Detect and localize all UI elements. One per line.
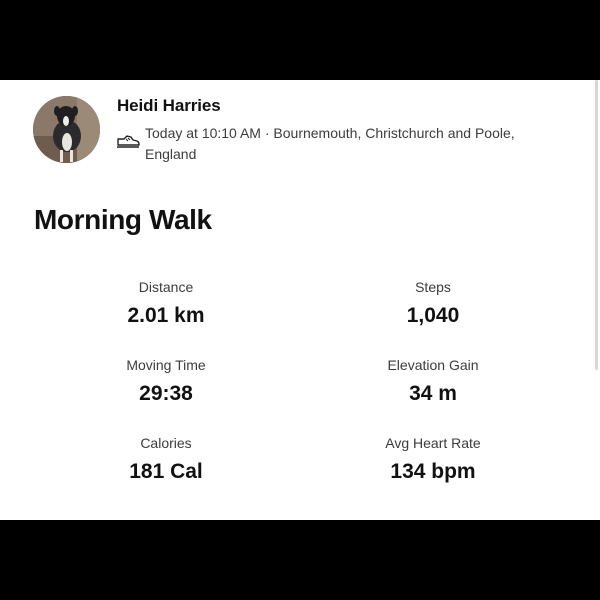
stat-label: Calories: [140, 435, 192, 451]
stat-label: Elevation Gain: [387, 357, 479, 373]
stat-calories: [66, 434, 266, 484]
scrollbar[interactable]: [595, 80, 598, 370]
activity-title[interactable]: Morning Walk: [34, 204, 212, 235]
stat-label: Avg Heart Rate: [385, 435, 481, 451]
stat-value: 1,040: [406, 304, 460, 327]
stat-elevation-gain: [333, 356, 533, 406]
stat-avg-heart-rate: [333, 434, 533, 484]
avatar[interactable]: [33, 96, 100, 163]
shoe-icon: [116, 133, 140, 149]
activity-meta: Today at 10:10 AM · Bournemouth, Christchurch and Poole, England: [145, 125, 515, 162]
stat-value: 134 bpm: [390, 460, 476, 483]
stat-label: Moving Time: [126, 357, 206, 373]
stat-label: Distance: [138, 279, 194, 295]
athlete-name[interactable]: Heidi Harries: [117, 96, 221, 115]
stat-value: 181 Cal: [129, 460, 203, 483]
stat-value: 34 m: [409, 382, 457, 405]
letterbox-bottom: [0, 520, 600, 600]
stat-value: 29:38: [139, 382, 193, 405]
stat-distance: [66, 278, 266, 328]
stat-steps: [333, 278, 533, 328]
letterbox-top: [0, 0, 600, 80]
activity-card: [0, 80, 600, 520]
stat-label: Steps: [415, 279, 451, 295]
stat-value: 2.01 km: [127, 304, 205, 327]
dog-photo-avatar-icon: [33, 96, 100, 163]
stat-moving-time: [66, 356, 266, 406]
